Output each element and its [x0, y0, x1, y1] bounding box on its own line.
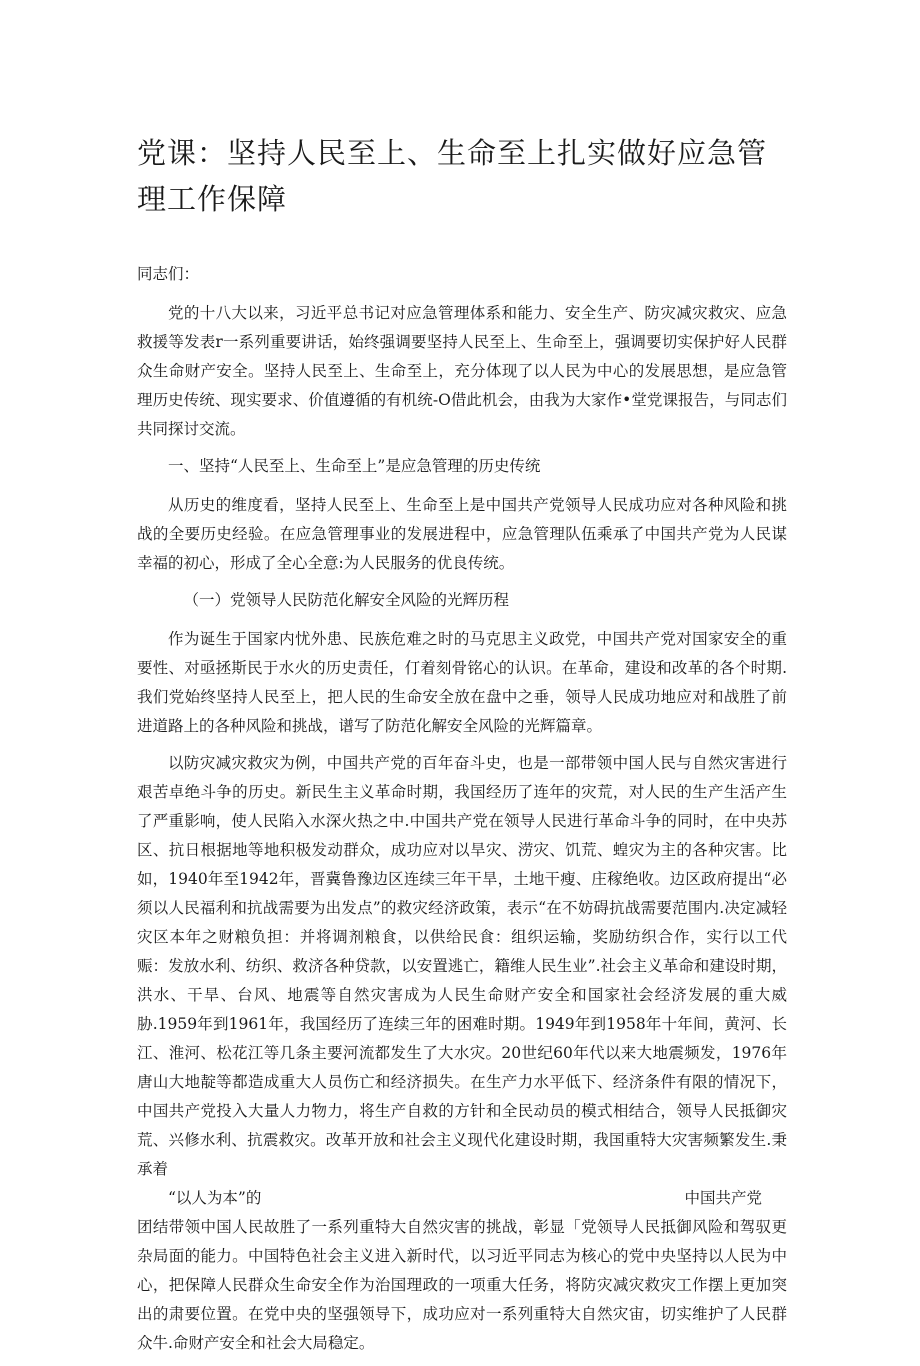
paragraph-disaster-relief: 以防灾减灾救灾为例，中国共产党的百年奋斗史，也是一部带领中国人民与自然灾害进行艰苦卓绝斗争的历史。新民生主义革命时期，我国经历了连年的灾荒，对人民的生产生活产生了严重影响，使人民陷入水深火热之中.中国共产党在领导人民进行革命斗争的同时，在中央苏区、抗日根据地等地积极发动群众，成功应对以旱灾、涝灾、饥荒、蝗灾为主的各种灾害。比如，1940年至1942年，晋冀鲁豫边区连续三年干旱，土地干瘦、庄稼绝收。边区政府提出“必须以人民福利和抗战需要为出发点”的救灾经济政策，表示“在不妨碍抗战需要范围内.决定减轻灾区本年之财粮负担：并将调剂粮食，以供给民食：组织运输，奖励纺织合作，实行以工代赈：发放水利、纺织、救济各种贷款，以安置逃亡，籍维人民生业”.社会主义革命和建设时期，洪水、干旱、台风、地震等自然灾害成为人民生命财产安全和国家社会经济发展的重大威胁.1959年到1961年，我国经历了连续三年的困难时期。1949年到1958年十年间，黄河、长江、淮河、松花江等几条主要河流都发生了大水灾。20世纪60年代以来大地震频发，1976年唐山大地靛等都造成重大人员伤亡和经济损失。在生产力水平低下、经济条件有限的情况下，中国共产党投入大量人力物力，将生产自救的方针和全民动员的模式相结合，领导人民抵御灾荒、兴修水利、抗震救灾。改革开放和社会主义现代化建设时期，我国重特大灾害频繁发生.秉承着 [137, 754, 787, 1178]
document-page [137, 130, 787, 1366]
split-text-line [137, 1184, 787, 1213]
document-title: 党课：坚持人民至上、生命至上扎实做好应急管理工作保障 [137, 136, 768, 216]
intro-paragraph: 党的十八大以来，习近平总书记对应急管理体系和能力、安全生产、防灾减灾救灾、应急救援等发表r一系列重要讲话，始终强调要坚持人民至上、生命至上，强调要切实保护好人民群众生命财产安全。坚持人民至上、生命至上，充分体现了以人民为中心的发展思想，是应急管理历史传统、现实要求、价值遵循的有机统-O借此机会，由我为大家作•堂党课报告，与同志们共同探讨交流。 [137, 304, 787, 438]
subsection-heading-1: （一）党领导人民防范化解安全风险的光辉历程 [183, 591, 510, 609]
split-line-left: “以人为本”的 [168, 1189, 262, 1207]
greeting: 同志们： [137, 265, 200, 283]
paragraph-new-era: 团结带领中国人民故胜了一系列重特大自然灾害的挑战，彰显「党领导人民抵御风险和驾驭更杂局面的能力。中国特色社会主义进入新时代，以习近平同志为核心的党中央坚持以人民为中心，把保障人民群众生命安全作为治国理政的一项重大任务，将防灾减灾救灾工作摆上更加突出的肃要位置。在党中央的坚强领导下，成功应对一系列重特大自然灾宙，切实维护了人民群众牛.命财产安全和社会大局稳定。 [137, 1218, 787, 1352]
paragraph-party-history: 作为诞生于国家内忧外患、民族危难之时的马克思主义政党，中国共产党对国家安全的重要性、对亟拯斯民于水火的历史责任，仃着刻骨铭心的认识。在革命，建设和改革的各个时期.我们党始终坚持人民至上，把人民的生命安全放在盘中之垂，领导人民成功地应对和战胜了前进道路上的各种风险和挑战，谱写了防范化解安全风险的光辉篇章。 [137, 630, 787, 735]
split-line-right: 中国共产党 [684, 1189, 762, 1207]
section-heading-1: 一、坚持“人民至上、生命至上”是应急管理的历史传统 [168, 457, 541, 475]
paragraph-history: 从历史的维度看，坚持人民至上、生命至上是中国共产党领导人民成功应对各种风险和挑战的全要历史经验。在应急管理事业的发展进程中，应急管理队伍乘承了中国共产党为人民谋幸福的初心，形成了全心全意:为人民服务的优良传统。 [137, 496, 787, 572]
